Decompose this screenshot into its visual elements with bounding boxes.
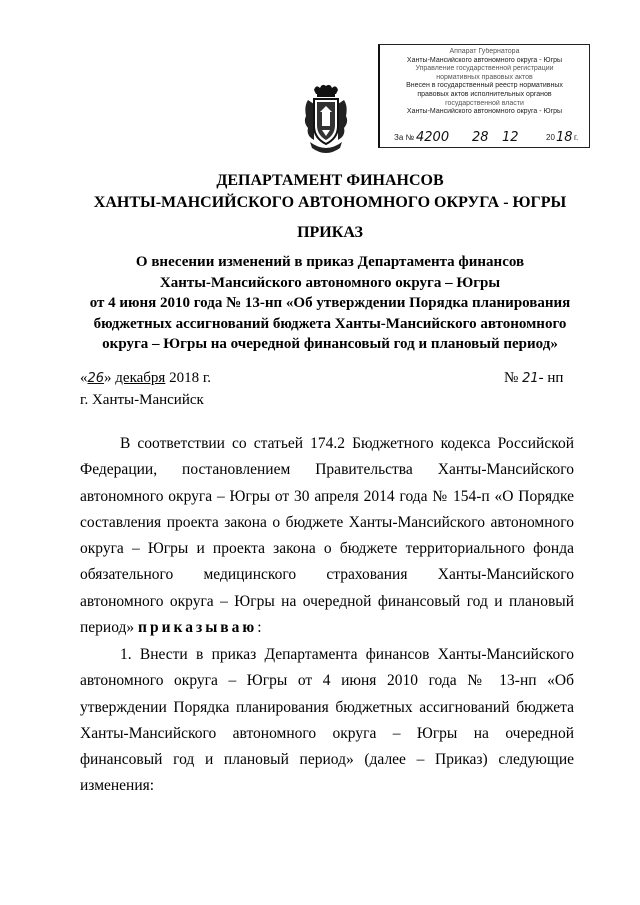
stamp-line: Управление государственной регистрации [415, 65, 554, 73]
department-name-line2: ХАНТЫ-МАНСИЙСКОГО АВТОНОМНОГО ОКРУГА - ЮГРЫ [93, 194, 567, 211]
number-value: 21 [522, 371, 539, 386]
number-prefix: № [504, 370, 519, 386]
preamble-end: : [257, 619, 262, 637]
date-year: 2018 г. [169, 370, 212, 386]
registration-stamp [378, 44, 590, 148]
stamp-reg-year: 18 [556, 130, 573, 146]
stamp-reg-number: 4200 [416, 130, 450, 146]
department-name-line1: ДЕПАРТАМЕНТ ФИНАНСОВ [216, 172, 444, 189]
stamp-line: Ханты-Мансийского автономного округа - Югры [406, 108, 563, 116]
stamp-reg-year-prefix: 20 [546, 133, 555, 143]
subject-line: О внесении изменений в приказ Департамента финансов [135, 254, 525, 270]
coat-of-arms-emblem [300, 82, 352, 158]
number-suffix: - нп [538, 370, 564, 386]
stamp-registration-row [394, 127, 583, 145]
stamp-line: нормативных правовых актов [436, 73, 533, 81]
preamble-text: В соответствии со статьей 174.2 Бюджетного кодекса Российской Федерации, постановлением Правительства Ханты-Мансийского автономного округа – Югры от 30 апреля 2014 года № 154-п «О Порядке составления проекта закона о бюджете Ханты-Мансийского автономного округа – Югры и проекта закона о бюджете территориального фонда обязательного медицинского страхования Ханты-Мансийского автономного округа – Югры на очередной финансовый год и плановый период» [80, 435, 574, 637]
stamp-line: Аппарат Губернатора [449, 48, 520, 55]
stamp-line: государственной власти [445, 99, 524, 107]
order-city: г. Ханты-Мансийск [80, 392, 204, 408]
subject-line: Ханты-Мансийского автономного округа – Югры [159, 274, 501, 291]
order-subject [60, 252, 600, 355]
date-close-quote: » [104, 370, 112, 386]
stamp-reg-month: 12 [502, 130, 519, 146]
preamble-paragraph [80, 431, 574, 641]
subject-line: округа – Югры на очередной финансовый год и плановый период» [102, 336, 558, 352]
document-type-title: ПРИКАЗ [297, 224, 363, 241]
order-date [80, 370, 211, 387]
stamp-line: Ханты-Мансийского автономного округа - Югры [406, 56, 563, 64]
subject-line: бюджетных ассигнований бюджета Ханты-Мансийского автономного [93, 315, 567, 332]
order-word: приказываю [138, 619, 258, 637]
order-number [504, 370, 563, 387]
subject-line: от 4 июня 2010 года № 13-нп «Об утверждении Порядка планирования [89, 295, 571, 311]
stamp-reg-prefix: За № [394, 133, 415, 143]
stamp-reg-suffix: г. [574, 133, 579, 143]
stamp-line: правовых актов исполнительных органов [417, 90, 552, 98]
clause-1-text: 1. Внести в приказ Департамента финансов Ханты-Мансийского автономного округа – Югры от 4 июня 2010 года № 13-нп «Об утверждении Порядка планирования бюджетных ассигнований бюджета Ханты-Мансийского автономного округа – Югры на очередной финансовый год и плановый период» (далее – Приказ) следующие изменения: [80, 646, 574, 795]
stamp-reg-day: 28 [472, 130, 489, 146]
date-day: 26 [87, 371, 105, 386]
date-month: декабря [115, 370, 166, 386]
stamp-line: Внесен в государственный реестр нормативных [406, 82, 563, 90]
clause-1-paragraph [80, 642, 574, 800]
date-open-quote: « [80, 370, 88, 386]
